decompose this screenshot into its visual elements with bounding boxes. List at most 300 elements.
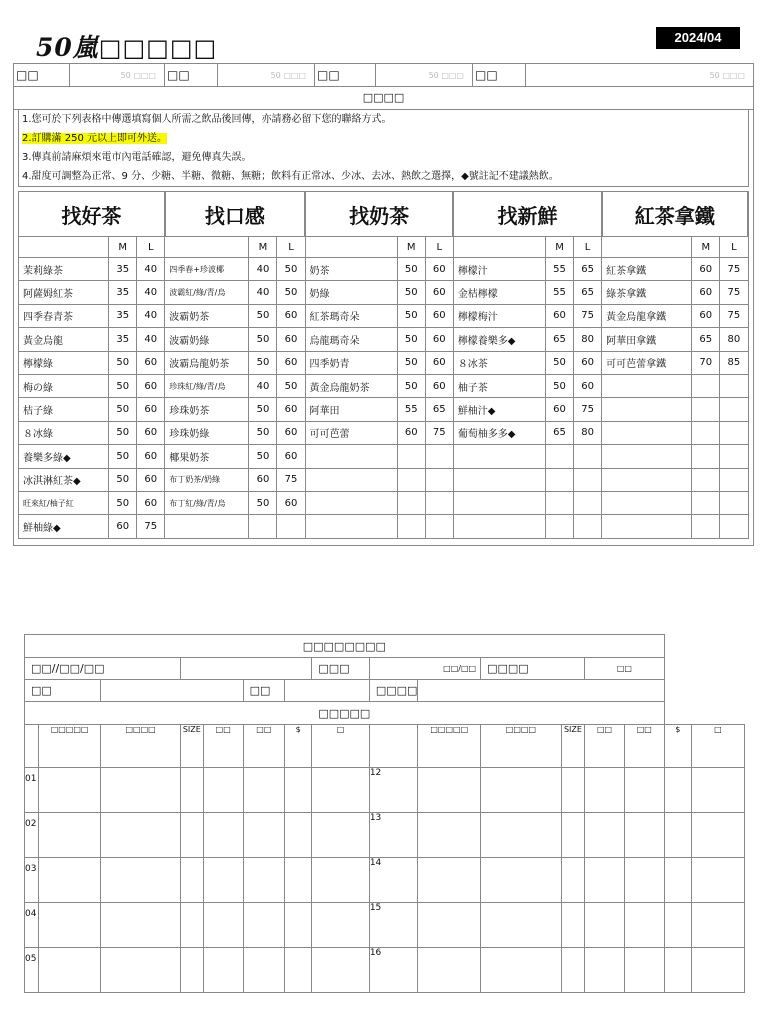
drink-name <box>453 468 545 491</box>
order-col-qty: □□ <box>203 725 243 768</box>
drink-name: 金桔檸檬 <box>453 281 545 304</box>
drink-name <box>602 515 692 538</box>
order-cell[interactable] <box>312 768 370 813</box>
drink-price-l: 60 <box>425 374 453 397</box>
drink-name: 梅の綠 <box>19 374 109 397</box>
drink-name <box>602 374 692 397</box>
order-row-number: 12 <box>369 768 418 813</box>
drink-name: 冰淇淋紅茶◆ <box>19 468 109 491</box>
drink-price-l: 40 <box>137 258 165 281</box>
order-cell[interactable] <box>691 768 744 813</box>
drink-price-m: 60 <box>692 258 720 281</box>
drink-price-l: 80 <box>574 421 602 444</box>
order-cell[interactable] <box>312 903 370 948</box>
drink-price-m: 50 <box>249 328 277 351</box>
notes-title: □□□□ <box>14 87 753 110</box>
order-cell[interactable] <box>101 948 180 993</box>
order-cell[interactable] <box>101 858 180 903</box>
order-cell[interactable] <box>561 768 584 813</box>
order-cell[interactable] <box>180 858 203 903</box>
drink-price-m: 50 <box>109 445 137 468</box>
drink-price-m <box>546 445 574 468</box>
drink-price-l: 75 <box>574 304 602 327</box>
size-header: L <box>137 237 165 258</box>
drink-price-m <box>692 421 720 444</box>
drink-price-m: 50 <box>249 421 277 444</box>
drink-price-m: 65 <box>692 328 720 351</box>
drink-price-m: 40 <box>249 258 277 281</box>
drink-name <box>602 491 692 514</box>
order-row-number: 04 <box>25 903 39 948</box>
field-label: □□ <box>315 64 376 87</box>
order-cell[interactable] <box>691 858 744 903</box>
order-row-number: 14 <box>369 858 418 903</box>
drink-price-l: 60 <box>137 421 165 444</box>
order-cell[interactable] <box>312 858 370 903</box>
order-cell[interactable] <box>481 948 562 993</box>
order-cell[interactable] <box>561 813 584 858</box>
menu-row <box>19 351 749 374</box>
drink-price-l: 60 <box>137 374 165 397</box>
order-cell[interactable] <box>691 948 744 993</box>
drink-name: 阿華田拿鐵 <box>602 328 692 351</box>
note-line-highlight: 2.訂購滿 250 元以上即可外送。 <box>22 133 167 144</box>
menu-row <box>19 468 749 491</box>
drink-name: 旺來紅/柚子紅 <box>19 491 109 514</box>
drink-price-m: 50 <box>397 374 425 397</box>
drink-name <box>165 515 249 538</box>
order-cell[interactable] <box>285 858 312 903</box>
drink-name <box>305 491 397 514</box>
drink-name: 鮮柚綠◆ <box>19 515 109 538</box>
order-cell[interactable] <box>180 903 203 948</box>
order-field-label: □□ <box>585 658 665 680</box>
size-header: M <box>109 237 137 258</box>
field-label: □□ <box>473 64 526 87</box>
order-cell[interactable] <box>243 858 285 903</box>
drink-name: 波霸烏龍奶茶 <box>165 351 249 374</box>
order-cell[interactable] <box>285 903 312 948</box>
order-row-number: 16 <box>369 948 418 993</box>
drink-price-l: 60 <box>277 421 305 444</box>
order-cell[interactable] <box>101 903 180 948</box>
drink-price-l: 60 <box>425 328 453 351</box>
order-cell[interactable] <box>624 813 664 858</box>
drink-price-l: 60 <box>137 351 165 374</box>
order-cell[interactable] <box>203 768 243 813</box>
drink-price-l: 60 <box>277 304 305 327</box>
size-header: M <box>249 237 277 258</box>
drink-price-m: 40 <box>249 281 277 304</box>
order-cell[interactable] <box>624 903 664 948</box>
drink-price-l: 75 <box>277 468 305 491</box>
drink-name: ８冰綠 <box>19 421 109 444</box>
drink-price-m: 60 <box>692 281 720 304</box>
drink-price-m <box>692 445 720 468</box>
order-row-number: 03 <box>25 858 39 903</box>
drink-name: 四季春+珍波椰 <box>165 258 249 281</box>
size-header-blank <box>19 237 109 258</box>
order-cell[interactable] <box>585 948 625 993</box>
order-row-number: 13 <box>369 813 418 858</box>
drink-name: 柚子茶 <box>453 374 545 397</box>
drink-price-l: 60 <box>277 398 305 421</box>
order-row-number: 01 <box>25 768 39 813</box>
size-header-blank <box>602 237 692 258</box>
size-header: M <box>692 237 720 258</box>
order-cell[interactable] <box>243 813 285 858</box>
drink-name <box>453 445 545 468</box>
menu-row <box>19 281 749 304</box>
order-field-label: □□ <box>243 680 285 702</box>
order-cell[interactable] <box>285 948 312 993</box>
drink-name <box>602 445 692 468</box>
drink-price-l <box>720 445 748 468</box>
drink-name <box>602 421 692 444</box>
order-cell[interactable] <box>418 903 481 948</box>
order-row <box>25 858 745 903</box>
order-col-item: □□□□□ <box>38 725 101 768</box>
logo-text: □□□□□ <box>98 33 218 62</box>
drink-price-m: 65 <box>546 328 574 351</box>
order-cell[interactable] <box>285 768 312 813</box>
field-input[interactable]: 50 □□□ <box>70 64 165 87</box>
order-cell[interactable] <box>585 903 625 948</box>
drink-price-l <box>720 374 748 397</box>
drink-name <box>602 398 692 421</box>
order-cell[interactable] <box>664 858 691 903</box>
drink-name: 黃金烏龍 <box>19 328 109 351</box>
drink-price-l <box>720 491 748 514</box>
drink-price-m: 50 <box>109 491 137 514</box>
order-row <box>25 813 745 858</box>
order-field[interactable] <box>101 680 243 702</box>
drink-name: 奶茶 <box>305 258 397 281</box>
logo-mark: 50嵐 <box>36 33 99 62</box>
drink-price-m: 40 <box>249 374 277 397</box>
drink-price-l: 50 <box>277 374 305 397</box>
order-cell[interactable] <box>203 858 243 903</box>
order-field-label: □□□□ <box>369 680 418 702</box>
drink-price-m <box>249 515 277 538</box>
menu-box <box>13 86 754 546</box>
drink-price-l: 50 <box>277 281 305 304</box>
order-cell[interactable] <box>481 903 562 948</box>
drink-price-m: 55 <box>546 281 574 304</box>
drink-price-l: 85 <box>720 351 748 374</box>
order-cell[interactable] <box>624 858 664 903</box>
drink-price-m: 70 <box>692 351 720 374</box>
drink-price-l: 40 <box>137 328 165 351</box>
order-cell[interactable] <box>664 813 691 858</box>
category-title: 找新鮮 <box>453 192 601 237</box>
order-row-number: 02 <box>25 813 39 858</box>
order-cell[interactable] <box>38 768 101 813</box>
menu-row <box>19 445 749 468</box>
menu-row <box>19 328 749 351</box>
customer-info-row <box>13 63 754 87</box>
drink-price-l: 80 <box>720 328 748 351</box>
drink-name: 紅茶拿鐵 <box>602 258 692 281</box>
order-cell[interactable] <box>664 903 691 948</box>
drink-price-m: 60 <box>546 398 574 421</box>
drink-price-l: 75 <box>720 281 748 304</box>
order-field[interactable] <box>285 680 370 702</box>
order-col-size: SIZE <box>180 725 203 768</box>
order-col-sugar: □□□□ <box>481 725 562 768</box>
order-date-field[interactable] <box>180 658 312 680</box>
order-col-size: SIZE <box>561 725 584 768</box>
field-input[interactable]: 50 □□□ <box>526 64 754 87</box>
order-col-ice: □□ <box>624 725 664 768</box>
drink-price-l <box>425 445 453 468</box>
order-cell[interactable] <box>561 948 584 993</box>
order-cell[interactable] <box>664 768 691 813</box>
drink-price-m: 50 <box>109 421 137 444</box>
drink-price-m <box>546 491 574 514</box>
order-cell[interactable] <box>418 813 481 858</box>
drink-price-m: 60 <box>546 304 574 327</box>
field-input[interactable]: 50 □□□ <box>376 64 473 87</box>
drink-price-m <box>692 491 720 514</box>
drink-name: 可可芭蕾 <box>305 421 397 444</box>
drink-name: 椰果奶茶 <box>165 445 249 468</box>
order-cell[interactable] <box>203 813 243 858</box>
drink-price-m: 50 <box>397 304 425 327</box>
drink-name: 布丁紅/綠/青/烏 <box>165 491 249 514</box>
order-cell[interactable] <box>180 948 203 993</box>
drink-price-l: 75 <box>425 421 453 444</box>
drink-name: 波霸奶綠 <box>165 328 249 351</box>
note-line: 4.甜度可調整為正常、9 分、少糖、半糖、微糖、無糖；飲料有正常冰、少冰、去冰、熱飲之選擇，◆號註記不建議熱飲。 <box>22 171 559 182</box>
drink-price-l: 75 <box>574 398 602 421</box>
order-col-price: $ <box>285 725 312 768</box>
order-col-sugar: □□□□ <box>101 725 180 768</box>
order-col-note: □ <box>691 725 744 768</box>
order-row <box>25 948 745 993</box>
drink-price-m: 50 <box>249 398 277 421</box>
drink-name: 可可芭蕾拿鐵 <box>602 351 692 374</box>
field-label: □□ <box>165 64 218 87</box>
order-cell[interactable] <box>312 948 370 993</box>
drink-name: 紅茶瑪奇朵 <box>305 304 397 327</box>
drink-name: 茉莉綠茶 <box>19 258 109 281</box>
drink-name: 黃金烏龍拿鐵 <box>602 304 692 327</box>
drink-price-m: 50 <box>249 445 277 468</box>
order-cell[interactable] <box>243 903 285 948</box>
drink-name: 檸檬梅汁 <box>453 304 545 327</box>
order-cell[interactable] <box>180 813 203 858</box>
drink-price-m <box>692 374 720 397</box>
drink-price-m <box>692 468 720 491</box>
menu-row <box>19 398 749 421</box>
order-row-number: 15 <box>369 903 418 948</box>
order-cell[interactable] <box>418 948 481 993</box>
drink-name: 葡萄柚多多◆ <box>453 421 545 444</box>
note-line: 1.您可於下列表格中傳選填寫個人所需之飲品後回傳，亦請務必留下您的聯絡方式。 <box>22 114 392 125</box>
menu-table <box>18 191 749 539</box>
order-cell[interactable] <box>203 903 243 948</box>
order-row <box>25 903 745 948</box>
drink-name: 珍珠紅/綠/青/烏 <box>165 374 249 397</box>
field-input[interactable]: 50 □□□ <box>218 64 315 87</box>
drink-price-l: 60 <box>277 445 305 468</box>
drink-price-l: 60 <box>137 468 165 491</box>
drink-price-l: 75 <box>720 258 748 281</box>
drink-price-l <box>425 515 453 538</box>
drink-price-m <box>397 491 425 514</box>
order-field-label: □□□ <box>312 658 370 680</box>
order-column-headers <box>25 725 745 768</box>
menu-row <box>19 258 749 281</box>
order-cell[interactable] <box>101 768 180 813</box>
drink-price-m <box>546 468 574 491</box>
drink-price-l: 60 <box>277 328 305 351</box>
drink-name <box>453 491 545 514</box>
order-field-label: □□ <box>25 680 101 702</box>
drink-price-l: 40 <box>137 281 165 304</box>
drink-name: 四季奶青 <box>305 351 397 374</box>
drink-price-m: 50 <box>397 281 425 304</box>
order-cell[interactable] <box>561 858 584 903</box>
drink-price-l: 65 <box>574 281 602 304</box>
drink-price-l <box>574 515 602 538</box>
drink-price-m: 60 <box>249 468 277 491</box>
drink-price-l: 60 <box>425 304 453 327</box>
order-cell[interactable] <box>38 948 101 993</box>
drink-price-l <box>425 491 453 514</box>
order-row-number: 05 <box>25 948 39 993</box>
order-field[interactable] <box>418 680 664 702</box>
category-title: 找口感 <box>165 192 305 237</box>
drink-price-m: 50 <box>397 328 425 351</box>
category-title: 找好茶 <box>19 192 165 237</box>
order-cell[interactable] <box>243 948 285 993</box>
row-number-header <box>25 725 39 768</box>
drink-price-m: 60 <box>692 304 720 327</box>
drink-price-m: 35 <box>109 258 137 281</box>
drink-price-m <box>397 515 425 538</box>
drink-price-l <box>720 398 748 421</box>
drink-name <box>305 468 397 491</box>
drink-price-m: 50 <box>546 374 574 397</box>
size-header: L <box>425 237 453 258</box>
drink-price-m: 50 <box>249 491 277 514</box>
drink-price-l <box>574 491 602 514</box>
notes-list <box>18 110 749 187</box>
drink-price-l: 60 <box>574 351 602 374</box>
drink-price-l <box>574 468 602 491</box>
menu-row <box>19 304 749 327</box>
order-col-price: $ <box>664 725 691 768</box>
date-badge: 2024/04 <box>656 27 740 49</box>
size-header: L <box>720 237 748 258</box>
order-cell[interactable] <box>561 903 584 948</box>
menu-row <box>19 491 749 514</box>
order-cell[interactable] <box>481 813 562 858</box>
order-cell[interactable] <box>664 948 691 993</box>
drink-name: 阿薩姆紅茶 <box>19 281 109 304</box>
order-cell[interactable] <box>418 768 481 813</box>
order-field-label: □□□□ <box>481 658 585 680</box>
drink-price-m <box>397 445 425 468</box>
order-cell[interactable] <box>481 858 562 903</box>
drink-name: 珍珠奶綠 <box>165 421 249 444</box>
order-cell[interactable] <box>624 948 664 993</box>
drink-price-l: 75 <box>137 515 165 538</box>
order-cell[interactable] <box>691 903 744 948</box>
drink-price-l: 80 <box>574 328 602 351</box>
order-cell[interactable] <box>585 813 625 858</box>
drink-name: 鮮柚汁◆ <box>453 398 545 421</box>
order-cell[interactable] <box>243 768 285 813</box>
order-col-note: □ <box>312 725 370 768</box>
drink-price-l: 50 <box>277 258 305 281</box>
order-cell[interactable] <box>101 813 180 858</box>
order-cell[interactable] <box>38 813 101 858</box>
drink-price-l: 60 <box>425 351 453 374</box>
drink-price-m: 35 <box>109 281 137 304</box>
drink-price-l: 65 <box>574 258 602 281</box>
size-header: L <box>574 237 602 258</box>
drink-price-l: 60 <box>574 374 602 397</box>
drink-price-m: 35 <box>109 328 137 351</box>
drink-price-m: 35 <box>109 304 137 327</box>
drink-price-m: 55 <box>397 398 425 421</box>
order-cell[interactable] <box>38 903 101 948</box>
drink-name <box>602 468 692 491</box>
drink-price-l: 40 <box>137 304 165 327</box>
drink-name: 桔子綠 <box>19 398 109 421</box>
drink-price-l: 60 <box>137 491 165 514</box>
order-cell[interactable] <box>180 768 203 813</box>
drink-price-l: 60 <box>137 445 165 468</box>
drink-name: 檸檬綠 <box>19 351 109 374</box>
drink-price-l: 65 <box>425 398 453 421</box>
order-cell[interactable] <box>691 813 744 858</box>
drink-price-l <box>425 468 453 491</box>
menu-row <box>19 374 749 397</box>
order-cell[interactable] <box>312 813 370 858</box>
order-cell[interactable] <box>38 858 101 903</box>
order-cell[interactable] <box>585 768 625 813</box>
size-header: M <box>546 237 574 258</box>
order-cell[interactable] <box>203 948 243 993</box>
size-header-blank <box>165 237 249 258</box>
drink-price-m <box>692 515 720 538</box>
order-cell[interactable] <box>624 768 664 813</box>
order-cell[interactable] <box>418 858 481 903</box>
order-col-ice: □□ <box>243 725 285 768</box>
drink-name: 珍珠奶茶 <box>165 398 249 421</box>
drink-name <box>305 515 397 538</box>
brand-logo <box>36 28 217 64</box>
category-title: 紅茶拿鐵 <box>602 192 748 237</box>
order-cell[interactable] <box>285 813 312 858</box>
drink-price-l: 75 <box>720 304 748 327</box>
order-cell[interactable] <box>585 858 625 903</box>
drink-price-m <box>692 398 720 421</box>
order-section-title: □□□□□ <box>25 702 665 725</box>
size-header-blank <box>305 237 397 258</box>
drink-price-m: 50 <box>397 258 425 281</box>
drink-price-m: 50 <box>397 351 425 374</box>
order-cell[interactable] <box>481 768 562 813</box>
drink-price-m: 50 <box>109 398 137 421</box>
size-header: M <box>397 237 425 258</box>
drink-price-l <box>720 468 748 491</box>
drink-name: 黃金烏龍奶茶 <box>305 374 397 397</box>
